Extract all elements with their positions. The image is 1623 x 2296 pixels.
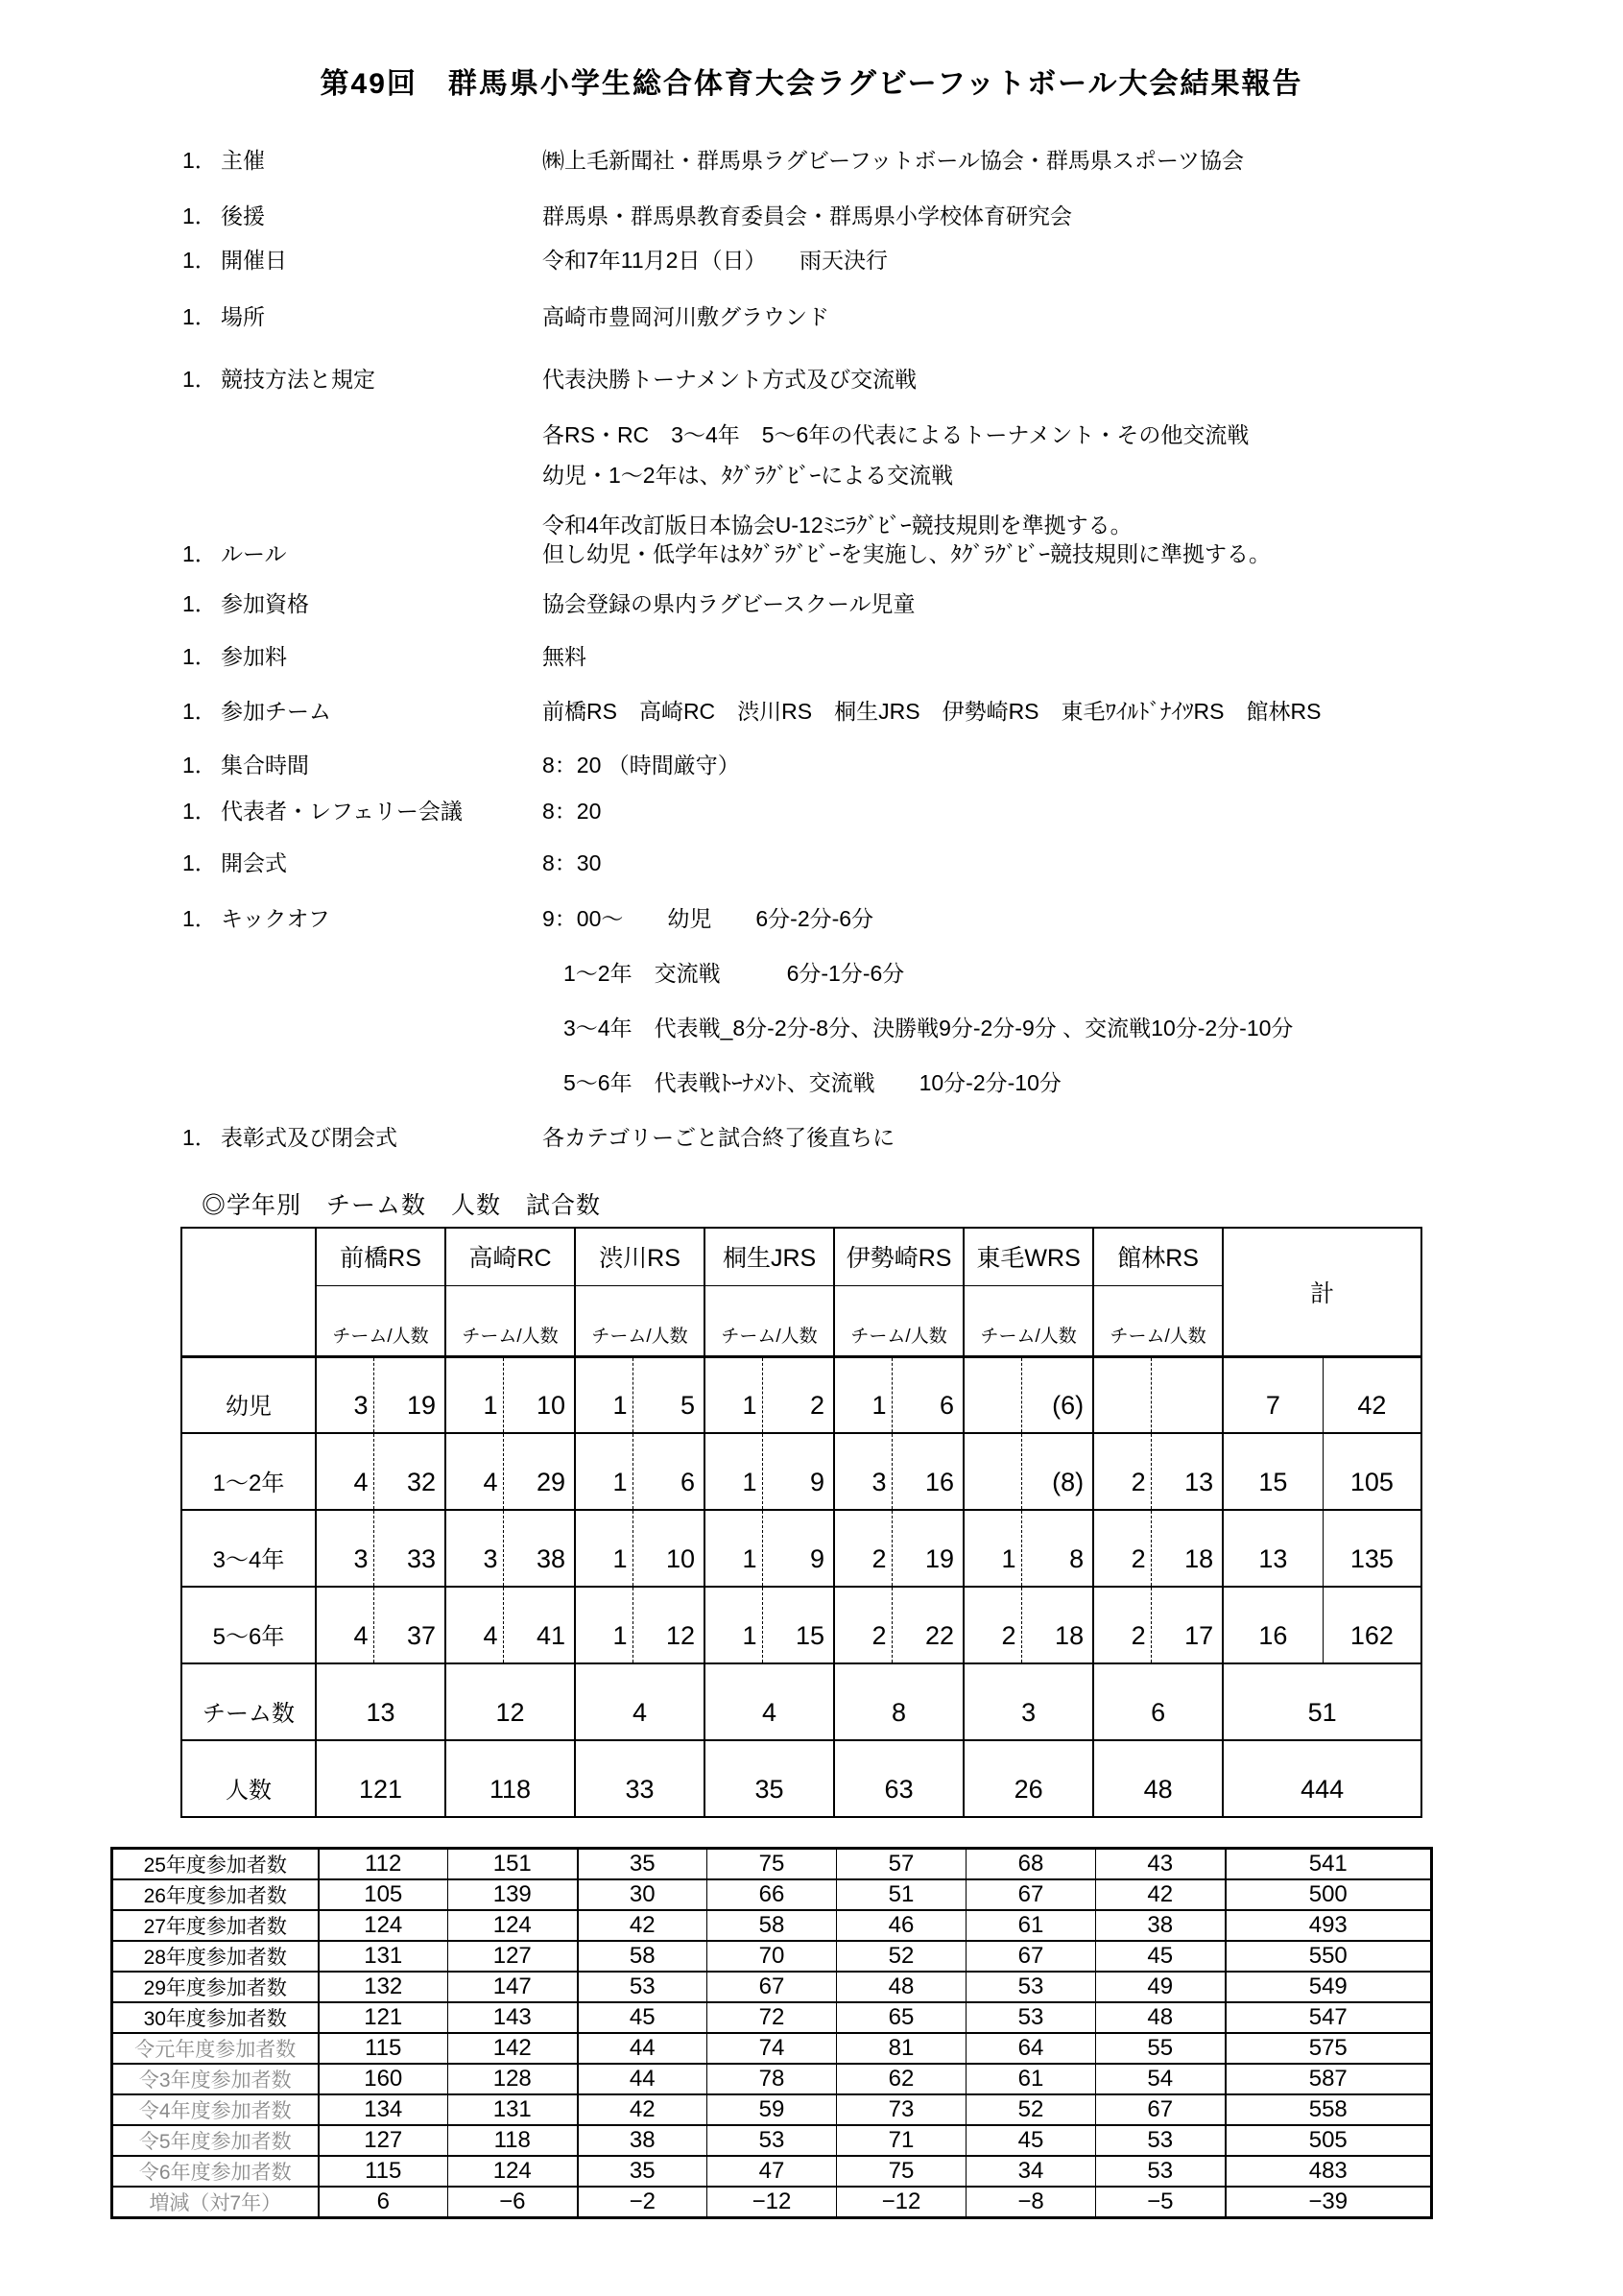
table-cell: 118 <box>448 2125 578 2156</box>
table-cell: 115 <box>319 2033 448 2064</box>
table-cell: 22 <box>892 1587 964 1663</box>
table-cell: (8) <box>1021 1433 1093 1510</box>
table-cell: 43 <box>1096 1849 1226 1880</box>
table-cell: 66 <box>707 1879 837 1910</box>
table-cell: 74 <box>707 2033 837 2064</box>
year-label: 25年度参加者数 <box>112 1849 319 1880</box>
table-cell: 44 <box>578 2064 707 2094</box>
table-cell: 2 <box>834 1510 892 1587</box>
team-people-subheader: チーム/人数 <box>1093 1285 1223 1356</box>
table-cell: 59 <box>707 2094 837 2125</box>
item-opening <box>182 849 1623 877</box>
item-fee <box>182 642 1623 671</box>
club-header: 渋川RS <box>575 1228 704 1285</box>
table-cell: 19 <box>373 1356 445 1433</box>
total-cell: 162 <box>1323 1587 1421 1663</box>
total-cell: 541 <box>1226 1849 1432 1880</box>
table-cell: 72 <box>707 2002 837 2033</box>
table-cell: 3 <box>316 1356 373 1433</box>
table-cell: 55 <box>1096 2033 1226 2064</box>
table-cell: 35 <box>704 1740 834 1817</box>
table-cell: 121 <box>319 2002 448 2033</box>
grade-label: 5〜6年 <box>181 1587 316 1663</box>
total-cell: 16 <box>1223 1587 1323 1663</box>
item-number: 1． <box>182 541 217 566</box>
table-cell: 64 <box>967 2033 1096 2064</box>
table-cell: 3 <box>445 1510 503 1587</box>
table-row <box>181 1510 1421 1587</box>
total-cell: 575 <box>1226 2033 1432 2064</box>
table-cell: 73 <box>837 2094 967 2125</box>
item-host <box>182 146 1623 175</box>
item-label: 参加資格 <box>221 591 309 616</box>
year-label: 27年度参加者数 <box>112 1910 319 1941</box>
table-cell: 61 <box>967 1910 1096 1941</box>
club-header: 館林RS <box>1093 1228 1223 1285</box>
table-cell: 1 <box>704 1587 762 1663</box>
table-cell: 49 <box>1096 1972 1226 2002</box>
table-cell: 1 <box>575 1587 632 1663</box>
table-row <box>112 1941 1432 1972</box>
table-cell: 65 <box>837 2002 967 2033</box>
table-cell: 3 <box>834 1433 892 1510</box>
rule-line: 令和4年改訂版日本協会U-12ﾐﾆﾗｸﾞﾋﾞｰ競技規則を準拠する。 <box>542 513 1133 538</box>
item-method <box>182 365 1623 490</box>
method-line: 幼児・1〜2年は、ﾀｸﾞﾗｸﾞﾋﾞｰによる交流戦 <box>542 463 954 488</box>
kickoff-line: 3〜4年 代表戦_8分-2分-8分、決勝戦9分-2分-9分 、交流戦10分-2分-10分 <box>563 1016 1294 1040</box>
year-label: 令元年度参加者数 <box>112 2033 319 2064</box>
table-cell: 9 <box>762 1510 834 1587</box>
item-label: 開会式 <box>221 850 287 875</box>
table-cell: 41 <box>503 1587 575 1663</box>
table-cell: 53 <box>967 2002 1096 2033</box>
item-referee-meeting <box>182 797 1623 825</box>
table-row <box>112 1849 1432 1880</box>
grade-label: 幼児 <box>181 1356 316 1433</box>
table-cell: 63 <box>834 1740 964 1817</box>
table-cell: 128 <box>448 2064 578 2094</box>
table-cell: 52 <box>837 1941 967 1972</box>
grade-table-caption: ◎学年別 チーム数 人数 試合数 <box>202 1192 602 1219</box>
table-row <box>112 2094 1432 2125</box>
table-cell: 33 <box>373 1510 445 1587</box>
table-cell: 160 <box>319 2064 448 2094</box>
total-cell: −39 <box>1226 2187 1432 2218</box>
item-value <box>542 904 1623 1097</box>
year-label: 令4年度参加者数 <box>112 2094 319 2125</box>
grade-label: 1〜2年 <box>181 1433 316 1510</box>
table-cell: 12 <box>632 1587 704 1663</box>
table-row <box>112 2125 1432 2156</box>
item-label: キックオフ <box>221 906 330 931</box>
item-number: 1． <box>182 644 217 669</box>
table-cell: 127 <box>448 1941 578 1972</box>
table-cell: 58 <box>578 1941 707 1972</box>
item-number: 1． <box>182 367 217 392</box>
kickoff-line: 1〜2年 交流戦 6分-1分-6分 <box>563 961 905 986</box>
club-header: 桐生JRS <box>704 1228 834 1285</box>
table-cell: 13 <box>1151 1433 1223 1510</box>
table-cell: 42 <box>578 1910 707 1941</box>
item-number: 1． <box>182 591 217 616</box>
item-value: 高崎市豊岡河川敷グラウンド <box>542 304 829 329</box>
item-eligibility <box>182 589 1623 618</box>
table-cell: 6 <box>892 1356 964 1433</box>
table-row <box>181 1587 1421 1663</box>
table-row <box>112 1972 1432 2002</box>
table-cell: 35 <box>578 2156 707 2187</box>
table-cell: 134 <box>319 2094 448 2125</box>
table-cell: 118 <box>445 1740 575 1817</box>
item-label: 参加チーム <box>221 699 331 724</box>
item-number: 1． <box>182 799 217 824</box>
table-cell: 38 <box>1096 1910 1226 1941</box>
table-cell: 131 <box>319 1941 448 1972</box>
table-cell: 2 <box>964 1587 1021 1663</box>
table-cell: 112 <box>319 1849 448 1880</box>
total-cell: 505 <box>1226 2125 1432 2156</box>
kickoff-line: 9：00〜 幼児 6分-2分-6分 <box>542 906 874 931</box>
table-row <box>112 2064 1432 2094</box>
table-cell: 47 <box>707 2156 837 2187</box>
table-cell: 15 <box>762 1587 834 1663</box>
item-value: 協会登録の県内ラグビースクール児童 <box>542 591 916 616</box>
year-label: 29年度参加者数 <box>112 1972 319 2002</box>
table-cell: −2 <box>578 2187 707 2218</box>
item-label: 主催 <box>221 148 265 173</box>
table-cell: 143 <box>448 2002 578 2033</box>
table-cell: 6 <box>1093 1663 1223 1740</box>
item-label: 参加料 <box>221 644 287 669</box>
table-cell: 81 <box>837 2033 967 2064</box>
table-cell: 1 <box>964 1510 1021 1587</box>
table-cell: −8 <box>967 2187 1096 2218</box>
table-cell: 54 <box>1096 2064 1226 2094</box>
table-cell: 1 <box>575 1510 632 1587</box>
table-cell <box>964 1433 1021 1510</box>
table-cell: 3 <box>316 1510 373 1587</box>
team-people-subheader: チーム/人数 <box>834 1285 964 1356</box>
table-cell: 4 <box>704 1663 834 1740</box>
team-people-subheader: チーム/人数 <box>964 1285 1093 1356</box>
table-cell: 3 <box>964 1663 1093 1740</box>
table-cell: 132 <box>319 1972 448 2002</box>
club-header: 前橋RS <box>316 1228 445 1285</box>
table-cell: 53 <box>578 1972 707 2002</box>
item-value: ㈱上毛新聞社・群馬県ラグビーフットボール協会・群馬県スポーツ協会 <box>542 148 1244 173</box>
table-cell: 75 <box>707 1849 837 1880</box>
kickoff-line: 5〜6年 代表戦ﾄｰﾅﾒﾝﾄ、交流戦 10分-2分-10分 <box>563 1070 1062 1095</box>
table-cell: 37 <box>373 1587 445 1663</box>
table-cell: 4 <box>445 1433 503 1510</box>
item-label: 開催日 <box>221 248 287 273</box>
total-cell: 42 <box>1323 1356 1421 1433</box>
table-cell: 53 <box>1096 2125 1226 2156</box>
table-cell: 4 <box>316 1433 373 1510</box>
item-label: ルール <box>221 541 287 566</box>
item-number: 1． <box>182 304 217 329</box>
item-meet-time <box>182 751 1623 779</box>
table-cell: (6) <box>1021 1356 1093 1433</box>
item-label: 代表者・レフェリー会議 <box>221 799 463 824</box>
total-cell: 13 <box>1223 1510 1323 1587</box>
table-cell: 53 <box>707 2125 837 2156</box>
item-rule <box>182 511 1623 568</box>
table-cell <box>964 1356 1021 1433</box>
table-cell: 8 <box>1021 1510 1093 1587</box>
item-value <box>542 511 1623 568</box>
table-cell: 121 <box>316 1740 445 1817</box>
table-cell: 38 <box>578 2125 707 2156</box>
table-cell: −5 <box>1096 2187 1226 2218</box>
table-row <box>112 2002 1432 2033</box>
table-cell: 6 <box>632 1433 704 1510</box>
table-cell: 42 <box>578 2094 707 2125</box>
method-line: 代表決勝トーナメント方式及び交流戦 <box>542 367 918 392</box>
corner-cell <box>181 1228 316 1356</box>
total-cell: 105 <box>1323 1433 1421 1510</box>
table-cell: 67 <box>1096 2094 1226 2125</box>
table-row <box>112 2033 1432 2064</box>
item-value: 8：20 （時間厳守） <box>542 753 740 777</box>
table-cell: 48 <box>1096 2002 1226 2033</box>
year-label: 30年度参加者数 <box>112 2002 319 2033</box>
table-cell: 2 <box>1093 1510 1151 1587</box>
table-cell: 16 <box>892 1433 964 1510</box>
table-cell: 4 <box>316 1587 373 1663</box>
item-value: 8：20 <box>542 799 602 824</box>
table-cell: 151 <box>448 1849 578 1880</box>
item-date <box>182 246 1623 275</box>
table-cell: 17 <box>1151 1587 1223 1663</box>
total-header: 計 <box>1223 1228 1421 1356</box>
table-cell: 75 <box>837 2156 967 2187</box>
table-cell: 29 <box>503 1433 575 1510</box>
report-title: 第49回 群馬県小学生総合体育大会ラグビーフットボール大会結果報告 <box>320 68 1303 100</box>
item-label: 競技方法と規定 <box>221 367 375 392</box>
item-number: 1． <box>182 1125 217 1150</box>
table-row <box>112 2187 1432 2218</box>
item-value: 各カテゴリーごと試合終了後直ちに <box>542 1125 895 1150</box>
table-cell: 19 <box>892 1510 964 1587</box>
team-people-subheader: チーム/人数 <box>445 1285 575 1356</box>
table-row <box>112 1879 1432 1910</box>
table-cell: 1 <box>834 1356 892 1433</box>
items-list <box>182 146 1623 1152</box>
table-cell: 62 <box>837 2064 967 2094</box>
table-cell: 6 <box>319 2187 448 2218</box>
history-table <box>110 1847 1433 2219</box>
team-people-subheader: チーム/人数 <box>704 1285 834 1356</box>
table-cell <box>1093 1356 1151 1433</box>
table-cell: −12 <box>837 2187 967 2218</box>
table-cell: 52 <box>967 2094 1096 2125</box>
table-cell: 30 <box>578 1879 707 1910</box>
total-cell: 15 <box>1223 1433 1323 1510</box>
table-cell: 61 <box>967 2064 1096 2094</box>
year-label: 増減（対7年） <box>112 2187 319 2218</box>
table-cell: 2 <box>762 1356 834 1433</box>
table-cell: −12 <box>707 2187 837 2218</box>
table-cell: 48 <box>1093 1740 1223 1817</box>
year-label: 令6年度参加者数 <box>112 2156 319 2187</box>
table-cell: 78 <box>707 2064 837 2094</box>
item-number: 1． <box>182 753 217 777</box>
table-cell: 1 <box>704 1433 762 1510</box>
table-cell: 5 <box>632 1356 704 1433</box>
table-cell: 68 <box>967 1849 1096 1880</box>
table-cell: 147 <box>448 1972 578 2002</box>
year-label: 28年度参加者数 <box>112 1941 319 1972</box>
total-cell: 587 <box>1226 2064 1432 2094</box>
table-cell: 2 <box>1093 1587 1151 1663</box>
method-line: 各RS・RC 3〜4年 5〜6年の代表によるトーナメント・その他交流戦 <box>542 422 1250 447</box>
grade-table <box>180 1227 1422 1818</box>
table-cell: 4 <box>445 1587 503 1663</box>
table-cell: 46 <box>837 1910 967 1941</box>
table-cell: 9 <box>762 1433 834 1510</box>
item-teams <box>182 697 1623 726</box>
table-cell: 1 <box>575 1356 632 1433</box>
table-cell: 124 <box>448 1910 578 1941</box>
total-cell: 7 <box>1223 1356 1323 1433</box>
table-row <box>181 1740 1421 1817</box>
total-cell: 135 <box>1323 1510 1421 1587</box>
table-cell: 35 <box>578 1849 707 1880</box>
table-cell: 142 <box>448 2033 578 2064</box>
total-cell: 444 <box>1223 1740 1421 1817</box>
table-cell: 34 <box>967 2156 1096 2187</box>
total-cell: 51 <box>1223 1663 1421 1740</box>
table-cell: 13 <box>316 1663 445 1740</box>
year-label: 26年度参加者数 <box>112 1879 319 1910</box>
table-cell: 124 <box>319 1910 448 1941</box>
table-cell: 10 <box>632 1510 704 1587</box>
item-kickoff <box>182 904 1623 1097</box>
table-cell: 2 <box>834 1587 892 1663</box>
item-value: 前橋RS 高崎RC 渋川RS 桐生JRS 伊勢崎RS 東毛ﾜｲﾙﾄﾞﾅｲﾂRS 館林RS <box>542 699 1322 724</box>
item-number: 1． <box>182 850 217 875</box>
team-people-subheader: チーム/人数 <box>316 1285 445 1356</box>
table-cell: 67 <box>707 1972 837 2002</box>
total-cell: 558 <box>1226 2094 1432 2125</box>
club-header: 伊勢崎RS <box>834 1228 964 1285</box>
total-row-label: 人数 <box>181 1740 316 1817</box>
table-cell: 38 <box>503 1510 575 1587</box>
rule-line: 但し幼児・低学年はﾀｸﾞﾗｸﾞﾋﾞｰを実施し、ﾀｸﾞﾗｸﾞﾋﾞｰ競技規則に準拠する。 <box>542 541 1271 566</box>
table-cell: 51 <box>837 1879 967 1910</box>
total-cell: 483 <box>1226 2156 1432 2187</box>
item-number: 1． <box>182 148 217 173</box>
table-cell: 131 <box>448 2094 578 2125</box>
table-row <box>181 1663 1421 1740</box>
table-cell: 26 <box>964 1740 1093 1817</box>
item-number: 1． <box>182 203 217 228</box>
table-cell: 70 <box>707 1941 837 1972</box>
table-cell: 2 <box>1093 1433 1151 1510</box>
total-cell: 549 <box>1226 1972 1432 2002</box>
table-cell: 139 <box>448 1879 578 1910</box>
team-people-subheader: チーム/人数 <box>575 1285 704 1356</box>
year-label: 令3年度参加者数 <box>112 2064 319 2094</box>
table-cell: 45 <box>1096 1941 1226 1972</box>
table-cell: −6 <box>448 2187 578 2218</box>
total-cell: 547 <box>1226 2002 1432 2033</box>
table-cell: 58 <box>707 1910 837 1941</box>
item-label: 場所 <box>221 304 265 329</box>
table-cell: 8 <box>834 1663 964 1740</box>
year-label: 令5年度参加者数 <box>112 2125 319 2156</box>
item-number: 1． <box>182 699 217 724</box>
total-cell: 550 <box>1226 1941 1432 1972</box>
item-value: 無料 <box>542 644 586 669</box>
item-place <box>182 302 1623 331</box>
table-row <box>112 2156 1432 2187</box>
table-cell: 32 <box>373 1433 445 1510</box>
item-support <box>182 202 1623 230</box>
table-row <box>181 1356 1421 1433</box>
club-header: 高崎RC <box>445 1228 575 1285</box>
table-cell: 57 <box>837 1849 967 1880</box>
table-row <box>181 1433 1421 1510</box>
item-value: 群馬県・群馬県教育委員会・群馬県小学校体育研究会 <box>542 203 1072 228</box>
table-cell: 10 <box>503 1356 575 1433</box>
item-value: 8：30 <box>542 850 602 875</box>
table-cell: 1 <box>704 1510 762 1587</box>
item-label: 表彰式及び閉会式 <box>221 1125 397 1150</box>
table-cell: 18 <box>1151 1510 1223 1587</box>
table-cell: 48 <box>837 1972 967 2002</box>
table-cell: 1 <box>704 1356 762 1433</box>
table-cell: 67 <box>967 1941 1096 1972</box>
table-cell <box>1151 1356 1223 1433</box>
table-cell: 1 <box>445 1356 503 1433</box>
table-cell: 33 <box>575 1740 704 1817</box>
table-cell: 4 <box>575 1663 704 1740</box>
table-cell: 44 <box>578 2033 707 2064</box>
item-label: 集合時間 <box>221 753 309 777</box>
table-cell: 124 <box>448 2156 578 2187</box>
total-row-label: チーム数 <box>181 1663 316 1740</box>
grade-table-header-row <box>181 1228 1421 1285</box>
table-cell: 71 <box>837 2125 967 2156</box>
total-cell: 500 <box>1226 1879 1432 1910</box>
club-header: 東毛WRS <box>964 1228 1093 1285</box>
table-cell: 12 <box>445 1663 575 1740</box>
table-cell: 67 <box>967 1879 1096 1910</box>
table-cell: 18 <box>1021 1587 1093 1663</box>
item-awards <box>182 1123 1623 1152</box>
item-value: 令和7年11月2日（日） 雨天決行 <box>542 248 888 273</box>
item-label: 後援 <box>221 203 265 228</box>
table-cell: 53 <box>967 1972 1096 2002</box>
table-row <box>112 1910 1432 1941</box>
table-cell: 127 <box>319 2125 448 2156</box>
table-cell: 53 <box>1096 2156 1226 2187</box>
table-cell: 45 <box>578 2002 707 2033</box>
item-value <box>542 365 1623 490</box>
item-number: 1． <box>182 248 217 273</box>
table-cell: 42 <box>1096 1879 1226 1910</box>
table-cell: 45 <box>967 2125 1096 2156</box>
table-cell: 105 <box>319 1879 448 1910</box>
item-number: 1． <box>182 906 217 931</box>
total-cell: 493 <box>1226 1910 1432 1941</box>
table-cell: 1 <box>575 1433 632 1510</box>
grade-label: 3〜4年 <box>181 1510 316 1587</box>
table-cell: 115 <box>319 2156 448 2187</box>
